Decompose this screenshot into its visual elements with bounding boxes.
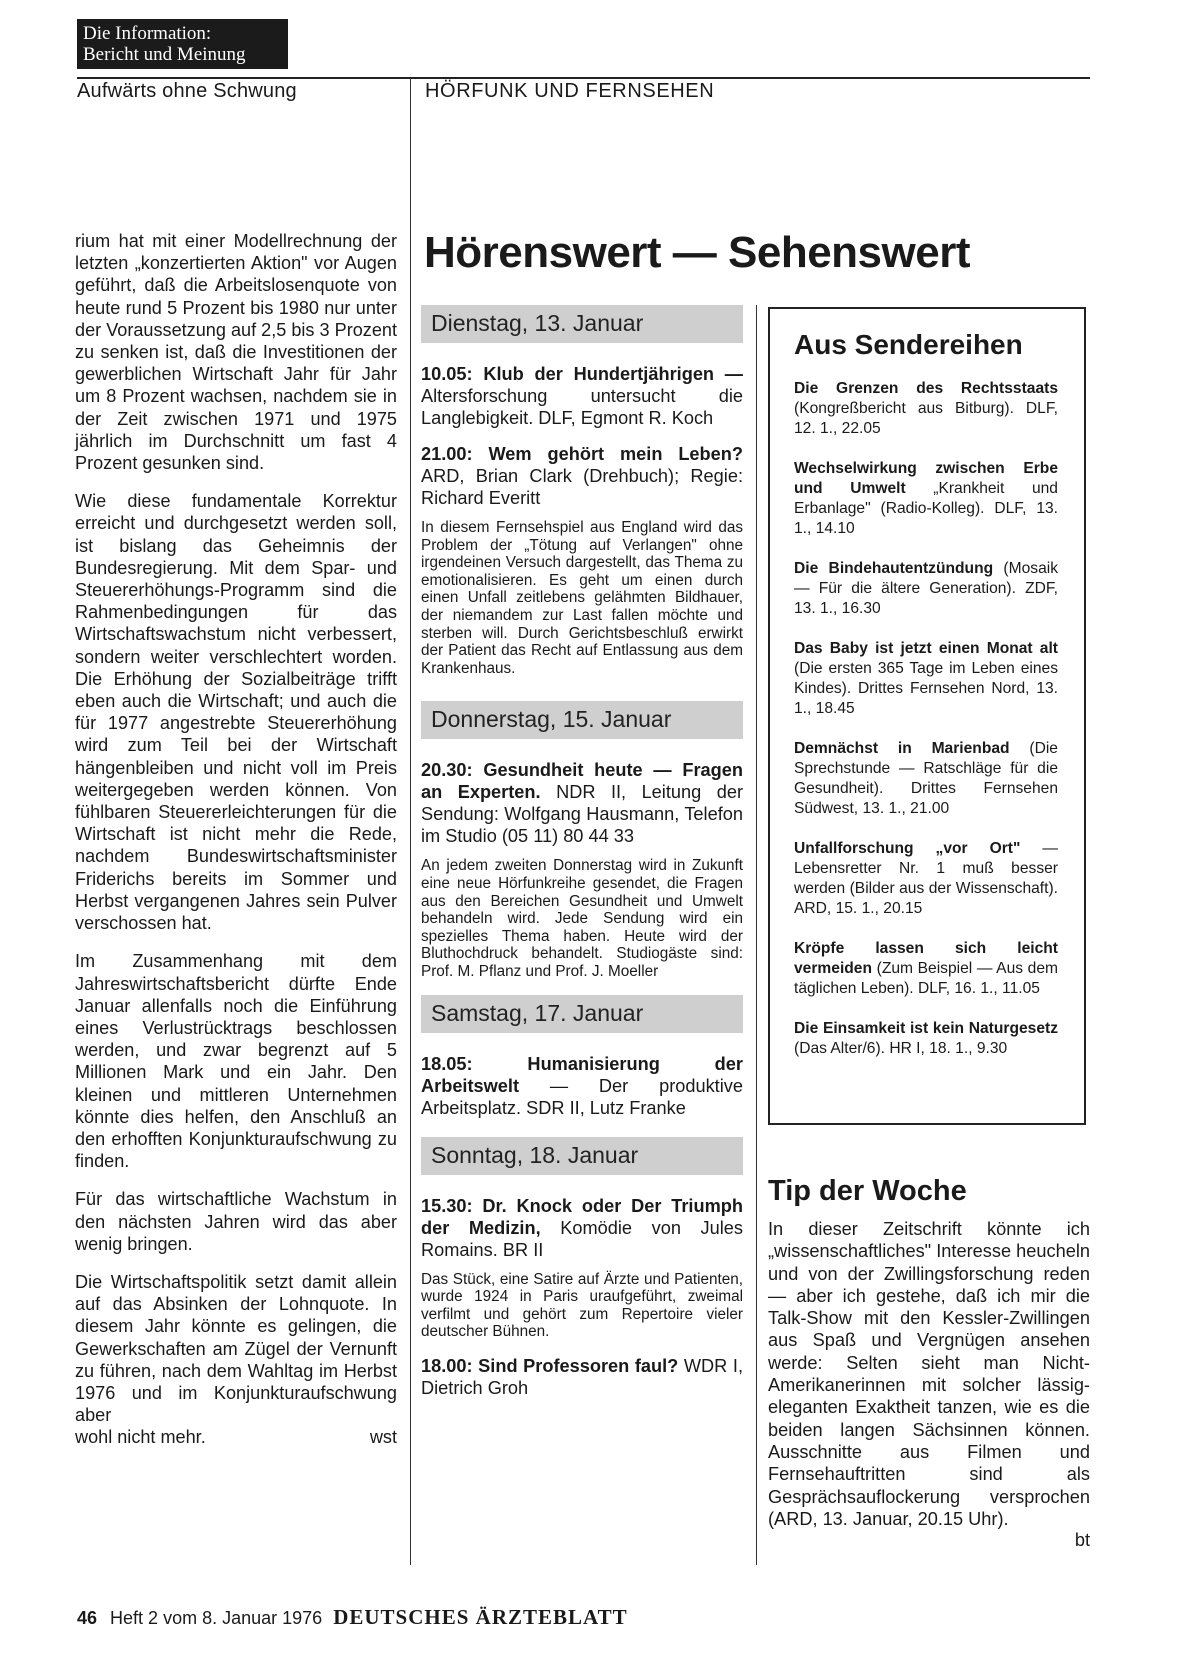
series-item [794, 939, 1058, 999]
program-divider [756, 305, 757, 1565]
program-title: 18.05: Humanisierung der Arbeitswelt [421, 1053, 743, 1096]
program-title: 21.00: Wem gehört mein Leben? [421, 444, 743, 464]
series-details: (Das Alter/6). HR I, 18. 1., 9.30 [794, 1040, 1008, 1057]
article-signature: wst [369, 1427, 397, 1448]
program-description: An jedem zweiten Donnerstag wird in Zukunft eine neue Hörfunkreihe gesendet, die Fragen aus den Bereichen Gesundheit und Umwelt behandeln wird. Jede Sendung wird ein spezielles Thema haben. Heute wird der Bluthochdruck behandelt. Studiogäste sind: Prof. M. Pflanz und Prof. J. Moeller [421, 857, 743, 980]
program-details: Altersforschung untersucht die Langlebigkeit. DLF, Egmont R. Koch [421, 386, 743, 428]
series-title: Demnächst in Marienbad [794, 740, 1010, 757]
day-header: Sonntag, 18. Januar [421, 1137, 743, 1175]
sendereihen-title: Aus Sendereihen [794, 329, 1023, 360]
program-description: Das Stück, eine Satire auf Ärzte und Patienten, wurde 1924 in Paris uraufgeführt, zweimal verfilmt und gehört zum Repertoire vieler deutscher Bühnen. [421, 1270, 743, 1341]
series-details: — Lebensretter Nr. 1 muß besser werden (Bilder aus der Wissenschaft). ARD, 15. 1., 20.15 [794, 840, 1058, 917]
series-details: „Krankheit und Erbanlage" (Radio-Kolleg). DLF, 13. 1., 14.10 [794, 480, 1058, 537]
day-header: Donnerstag, 15. Januar [421, 701, 743, 739]
program-details: WDR I, Dietrich Groh [421, 1355, 743, 1398]
column-divider [410, 78, 411, 1565]
series-item [794, 379, 1058, 439]
tip-title: Tip der Woche [768, 1175, 967, 1207]
program-details: Komödie von Jules Romains. BR II [421, 1217, 743, 1260]
article-paragraph: Für das wirtschaftliche Wachstum in den nächsten Jahren wird das aber wenig bringen. [75, 1189, 397, 1254]
program-item [421, 1053, 743, 1119]
article-last-paragraph: Die Wirtschaftspolitik setzt damit allein auf das Absinken der Lohnquote. In diesem Jahr könnte es gelingen, die Gewerkschaften am Zügel der Vernunft zu führen, nach dem Wahltag im Herbst 1976 und im Konjunkturaufschwung aber [75, 1271, 397, 1426]
program-column [421, 305, 743, 1413]
series-item [794, 559, 1058, 619]
tip-text: In dieser Zeitschrift könnte ich „wissenschaftliches" Interesse heucheln und von der Zwillingsforschung reden — aber ich gestehe, daß ich mir die Talk-Show mit den Kessler-Zwillingen aus Spaß und Vergnügen ansehen werde: Selten sieht man Nicht-Amerikanerinnen mit solcher lässig-eleganten Exaktheit tanzen, wie es die beiden langen Sächsinnen können. Ausschnitte aus Filmen und Fernsehauftritten sind als Gesprächsauflockerung versprochen (ARD, 13. Januar, 20.15 Uhr). [768, 1219, 1090, 1529]
right-section-label: HÖRFUNK UND FERNSEHEN [425, 80, 715, 102]
program-item [421, 1195, 743, 1341]
page-title: Hörenswert — Sehenswert [424, 228, 970, 277]
top-rule [77, 77, 1090, 79]
page-number: 46 [77, 1608, 98, 1628]
article-paragraph [75, 1271, 397, 1426]
series-title: Unfallforschung „vor Ort" [794, 840, 1021, 857]
program-title: 10.05: Klub der Hundertjährigen — [421, 364, 743, 384]
series-details: (Kongreßbericht aus Bitburg). DLF, 12. 1., 22.05 [794, 400, 1058, 437]
program-title: 18.00: Sind Professoren faul? [421, 1355, 679, 1376]
series-title: Die Grenzen des Rechtsstaats [794, 380, 1058, 397]
program-item [421, 363, 743, 429]
article-column [75, 230, 397, 1449]
program-title: 15.30: Dr. Knock oder Der Triumph der Medizin, [421, 1195, 743, 1238]
article-paragraph: Im Zusammenhang mit dem Jahreswirtschaftsbericht dürfte Ende Januar allenfalls noch die Einführung eines Verlustrücktrags beschlossen werden, und zwar begrenzt auf 5 Millionen Mark und ein Jahr. Den kleinen und mittleren Unternehmen könnte dies helfen, den Anschluß an den erhofften Konjunkturaufschwung zu finden. [75, 951, 397, 1172]
program-item [421, 759, 743, 980]
program-details: — Der produktive Arbeitsplatz. SDR II, Lutz Franke [421, 1075, 743, 1118]
series-item [794, 639, 1058, 719]
day-header: Dienstag, 13. Januar [421, 305, 743, 343]
magazine-name: DEUTSCHES ÄRZTEBLATT [333, 1605, 628, 1629]
series-title: Kröpfe lassen sich leicht vermeiden [794, 940, 1058, 977]
page-footer [77, 1605, 628, 1630]
program-description: In diesem Fernsehspiel aus England wird das Problem der „Tötung auf Verlangen" ohne irgendeinen Versuch dargestellt, das Thema zu emotionalisieren. Es geht um einen durch einen Unfall zeitlebens gelähmten Bildhauer, der niemandem zur Last fallen möchte und sterben will. Durch Gerichtsbeschluß erwirkt der Patient das Recht auf Entlassung aus dem Krankenhaus. [421, 519, 743, 677]
program-item [421, 443, 743, 677]
day-header: Samstag, 17. Januar [421, 995, 743, 1033]
program-item [421, 1355, 743, 1399]
series-details: (Die ersten 365 Tage im Leben eines Kindes). Drittes Fernsehen Nord, 13. 1., 18.45 [794, 660, 1058, 717]
series-title: Wechselwirkung zwischen Erbe und Umwelt [794, 460, 1058, 497]
tip-signature: bt [1074, 1530, 1090, 1551]
issue-info: Heft 2 vom 8. Januar 1976 [110, 1608, 323, 1628]
program-title: 20.30: Gesundheit heute — Fragen an Experten. [421, 760, 743, 803]
series-title: Die Bindehautentzündung [794, 560, 994, 577]
badge-line-2: Bericht und Meinung [83, 44, 246, 65]
tip-section [768, 1175, 1090, 1551]
article-last-line: wohl nicht mehr. [75, 1427, 206, 1448]
series-details: (Zum Beispiel — Aus dem täglichen Leben). DLF, 16. 1., 11.05 [794, 960, 1058, 997]
article-paragraph: Wie diese fundamentale Korrektur erreicht und durchgesetzt werden soll, ist bislang das Geheimnis der Bundesregierung. Mit dem Spar- und Steuererhöhungs-Programm sind die Rahmenbedingungen für das Wirtschaftswachstum nicht verbessert, sondern weiter verschlechtert worden. Die Erhöhung der Sozialbeiträge trifft eben auch die Wirtschaft; und auch die für 1977 angestrebte Steuererhöhung wird zum Teil bei der Wirtschaft hängenbleiben und nicht voll im Preis weitergegeben werden können. Von fühlbaren Steuererleichterungen für die Wirtschaft ist nicht mehr die Rede, nachdem Bundeswirtschaftsminister Friderichs bereits im Sommer und Herbst vergangenen Jahres sein Pulver verschossen hat. [75, 491, 397, 934]
sendereihen-box [768, 307, 1086, 1125]
series-title: Die Einsamkeit ist kein Naturgesetz [794, 1020, 1058, 1037]
series-item [794, 1019, 1058, 1059]
program-details: ARD, Brian Clark (Drehbuch); Regie: Richard Everitt [421, 466, 743, 508]
series-details: (Mosaik — Für die ältere Generation). ZDF, 13. 1., 16.30 [794, 560, 1058, 617]
series-title: Das Baby ist jetzt einen Monat alt [794, 640, 1058, 657]
badge-line-1: Die Information: [83, 23, 212, 44]
series-item [794, 459, 1058, 539]
article-paragraph: rium hat mit einer Modellrechnung der letzten „konzertierten Aktion" vor Augen geführt, daß die Arbeitslosenquote von heute rund 5 Prozent bis 1980 nur unter der Voraussetzung auf 2,5 bis 3 Prozent zu senken ist, daß die Investitionen der gewerblichen Wirtschaft Jahr für Jahr um 8 Prozent wachsen, nachdem sie in der Zeit zwischen 1971 und 1975 jährlich im Durchschnitt um fast 4 Prozent gesunken sind. [75, 231, 397, 474]
program-details: NDR II, Leitung der Sendung: Wolfgang Hausmann, Telefon im Studio (05 11) 80 44 33 [421, 782, 743, 847]
series-item [794, 739, 1058, 819]
series-item [794, 839, 1058, 919]
section-badge [77, 19, 288, 69]
article-end-line [75, 1426, 397, 1448]
series-details: (Die Sprechstunde — Ratschläge für die Gesundheit). Drittes Fernsehen Südwest, 13. 1., 21.00 [794, 740, 1058, 817]
left-section-label: Aufwärts ohne Schwung [77, 80, 297, 102]
